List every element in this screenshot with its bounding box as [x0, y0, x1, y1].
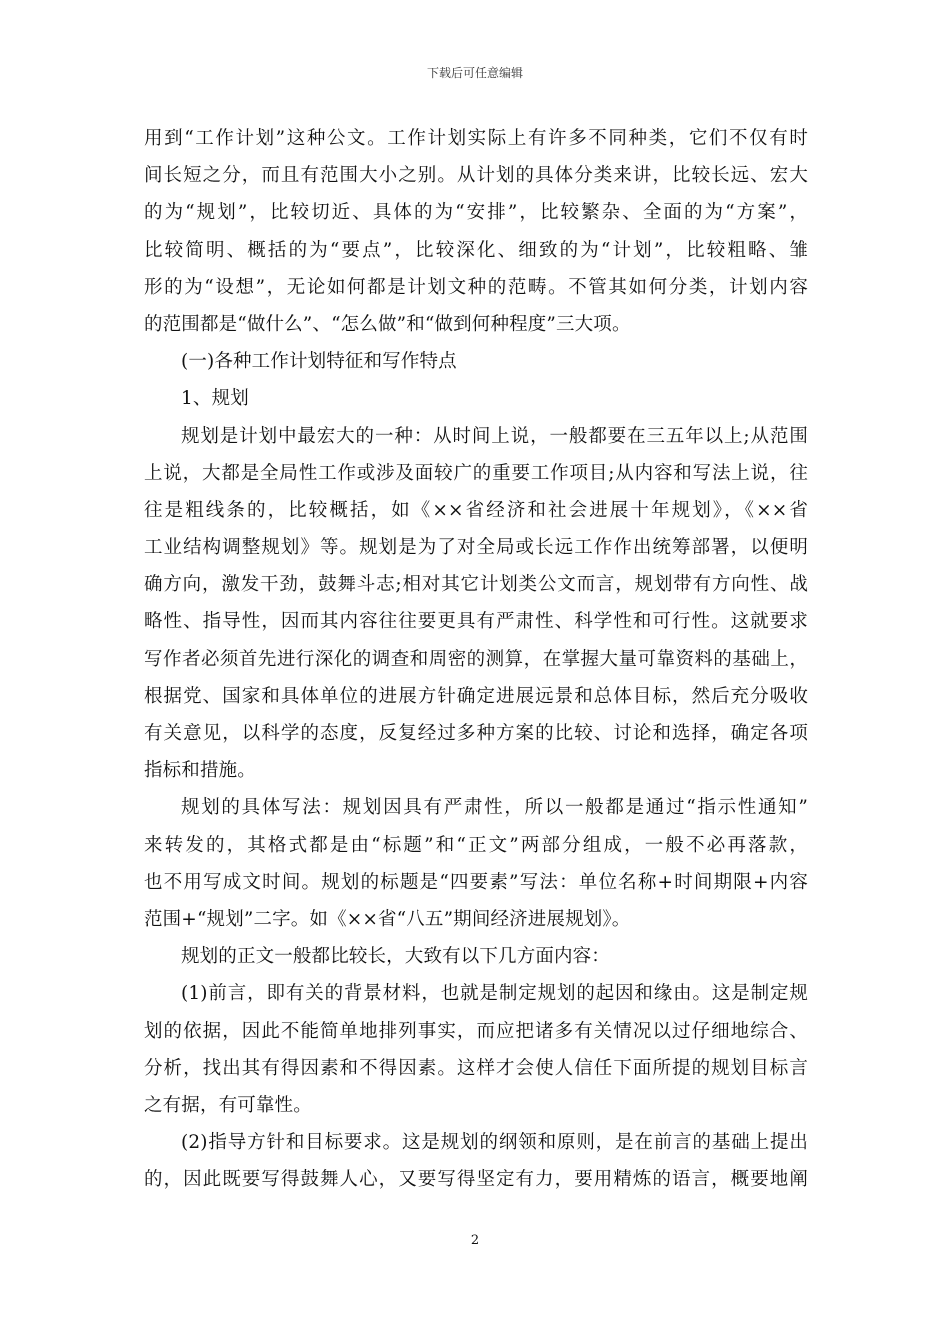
text-line: 间长短之分，而且有范围大小之别。从计划的具体分类来讲，比较长远、宏大: [144, 165, 808, 187]
subsection-heading: 1、规划: [181, 388, 249, 410]
text-line: 的为“规划”，比较切近、具体的为“安排”，比较繁杂、全面的为“方案”，: [144, 202, 808, 224]
text-line: 上说，大都是全局性工作或涉及面较广的重要工作项目;从内容和写法上说，往: [144, 462, 808, 484]
text-line: 有关意见，以科学的态度，反复经过多种方案的比较、讨论和选择，确定各项: [144, 723, 808, 744]
text-line: 之有据，有可靠性。: [144, 1094, 312, 1116]
text-line: 指标和措施。: [144, 760, 256, 782]
text-line: 形的为“设想”，无论如何都是计划文种的范畴。不管其如何分类，计划内容: [144, 276, 808, 298]
text-line: (1)前言，即有关的背景材料，也就是制定规划的起因和缘由。这是制定规: [181, 983, 808, 1005]
text-line: 来转发的，其格式都是由“标题”和“正文”两部分组成，一般不必再落款，: [144, 834, 808, 856]
text-line: 规划的具体写法：规划因具有严肃性，所以一般都是通过“指示性通知”: [181, 797, 808, 819]
text-line: 的范围都是“做什么”、“怎么做”和“做到何种程度”三大项。: [144, 313, 631, 335]
text-line: 用到“工作计划”这种公文。工作计划实际上有许多不同种类，它们不仅有时: [144, 128, 808, 149]
section-heading: (一)各种工作计划特征和写作特点: [181, 351, 457, 373]
text-line: 比较简明、概括的为“要点”，比较深化、细致的为“计划”，比较粗略、雏: [144, 239, 808, 261]
text-line: 规划的正文一般都比较长，大致有以下几方面内容：: [181, 946, 610, 968]
text-line: 分析，找出其有得因素和不得因素。这样才会使人信任下面所提的规划目标言: [144, 1057, 808, 1079]
text-line: 往是粗线条的，比较概括，如《××省经济和社会进展十年规划》，《××省: [144, 499, 808, 521]
text-line: 范围+“规划”二字。如《××省“八五”期间经济进展规划》。: [144, 908, 631, 930]
text-line: 划的依据，因此不能简单地排列事实，而应把诸多有关情况以过仔细地综合、: [144, 1020, 808, 1042]
text-line: 工业结构调整规划》等。规划是为了对全局或长远工作作出统筹部署，以便明: [144, 537, 808, 559]
text-line: 确方向，激发干劲，鼓舞斗志;相对其它计划类公文而言，规划带有方向性、战: [144, 574, 808, 596]
text-line: 的，因此既要写得鼓舞人心，又要写得坚定有力，要用精炼的语言，概要地阐: [144, 1169, 808, 1191]
document-body: [144, 120, 808, 1198]
text-line: 根据党、国家和具体单位的进展方针确定进展远景和总体目标，然后充分吸收: [144, 685, 808, 707]
text-line: (2)指导方针和目标要求。这是规划的纲领和原则，是在前言的基础上提出: [181, 1132, 808, 1154]
text-line: 略性、指导性，因而其内容往往要更具有严肃性、科学性和可行性。这就要求: [144, 611, 808, 633]
page-header: 下载后可任意编辑: [426, 66, 523, 80]
text-line: 规划是计划中最宏大的一种：从时间上说，一般都要在三五年以上;从范围: [181, 425, 808, 447]
text-line: 也不用写成文时间。规划的标题是“四要素”写法：单位名称+时间期限+内容: [144, 871, 808, 893]
page-number: 2: [470, 1233, 480, 1248]
text-line: 写作者必须首先进行深化的调查和周密的测算，在掌握大量可靠资料的基础上，: [144, 648, 808, 670]
